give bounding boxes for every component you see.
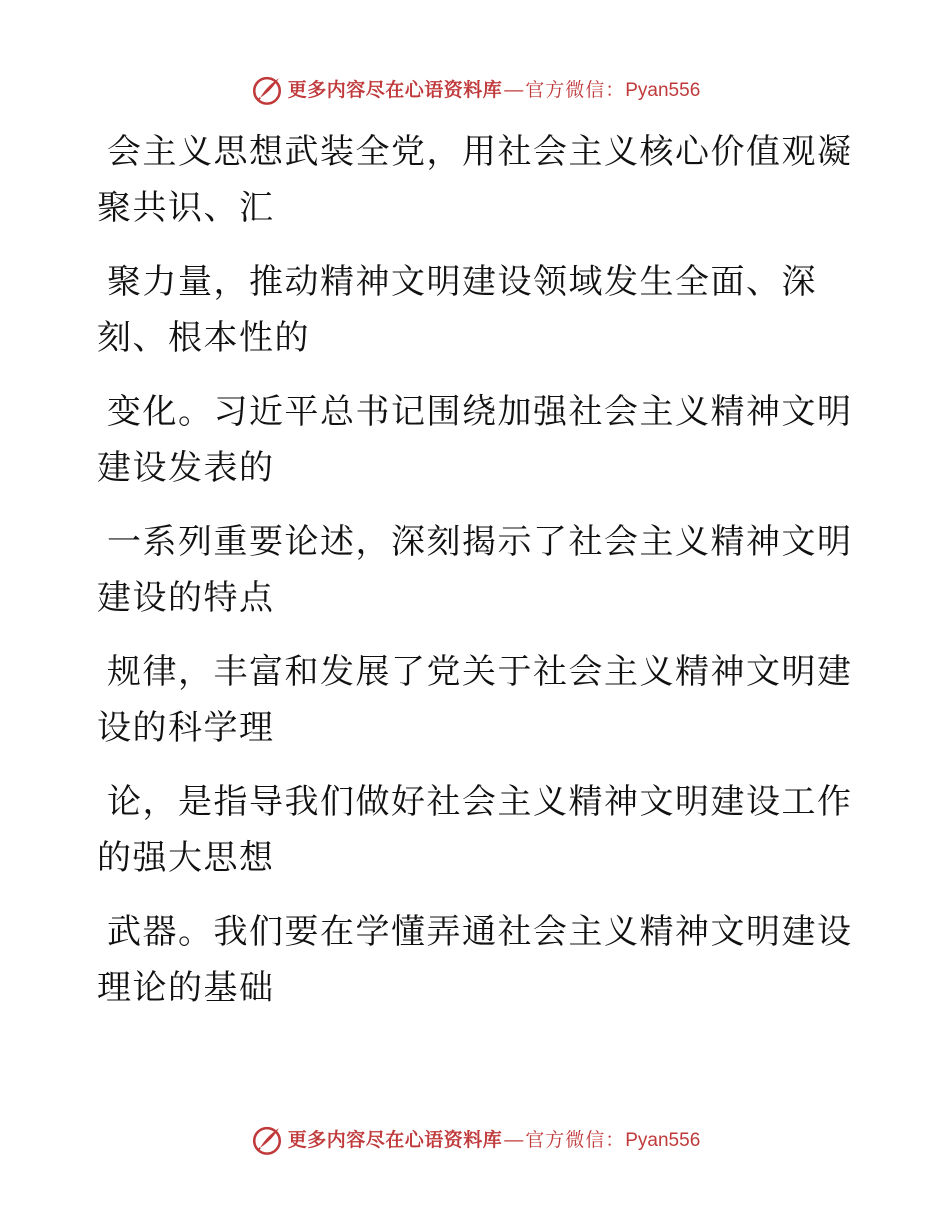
watermark-dash: — <box>504 79 524 101</box>
watermark-label: 官方微信： <box>525 1128 626 1151</box>
text-line: 变化。习近平总书记围绕加强社会主义精神文明 <box>107 392 853 432</box>
watermark-account: Pyan556 <box>625 79 701 101</box>
watermark-banner <box>250 1123 701 1157</box>
text-line: 聚共识、汇 <box>97 188 275 228</box>
paragraph <box>97 124 853 236</box>
header-watermark <box>0 70 950 110</box>
paragraph <box>97 514 853 626</box>
quill-seal-icon <box>250 73 284 107</box>
watermark-account: Pyan556 <box>625 1129 701 1151</box>
text-line: 一系列重要论述，深刻揭示了社会主义精神文明 <box>107 522 853 562</box>
watermark-title: 更多内容尽在心语资料库 <box>287 78 503 101</box>
text-line: 建设发表的 <box>97 448 275 488</box>
text-line: 会主义思想武装全党，用社会主义核心价值观凝 <box>107 132 853 172</box>
text-line: 论，是指导我们做好社会主义精神文明建设工作 <box>107 782 853 822</box>
watermark-banner <box>250 73 701 107</box>
paragraph <box>97 254 837 366</box>
text-line: 刻、根本性的 <box>97 318 310 358</box>
paragraph <box>97 774 853 886</box>
document-body <box>97 124 853 1034</box>
paragraph <box>97 384 853 496</box>
text-line: 设的科学理 <box>97 708 275 748</box>
paragraph <box>97 644 853 756</box>
paragraph <box>97 904 853 1016</box>
watermark-label: 官方微信： <box>525 78 626 101</box>
text-line: 的强大思想 <box>97 838 275 878</box>
watermark-dash: — <box>504 1129 524 1151</box>
text-line: 建设的特点 <box>97 578 275 618</box>
text-line: 规律，丰富和发展了党关于社会主义精神文明建 <box>107 652 853 692</box>
text-line: 武器。我们要在学懂弄通社会主义精神文明建设 <box>107 912 853 952</box>
watermark-title: 更多内容尽在心语资料库 <box>287 1128 503 1151</box>
text-line: 理论的基础 <box>97 968 275 1008</box>
text-line: 聚力量，推动精神文明建设领域发生全面、深 <box>107 262 817 302</box>
quill-seal-icon <box>250 1123 284 1157</box>
footer-watermark <box>0 1120 950 1160</box>
